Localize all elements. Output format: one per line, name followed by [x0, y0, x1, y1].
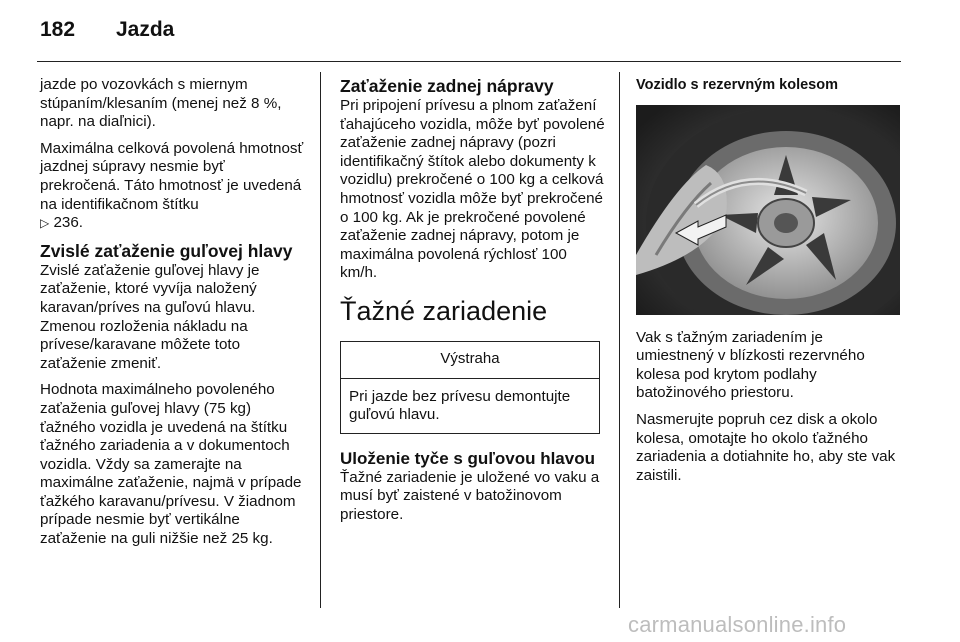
heading-storage: Uloženie tyče s guľovou hlavou: [340, 448, 595, 468]
paragraph-max-weight: [40, 140, 308, 233]
paragraph-strap-instructions: Nasmerujte popruh cez disk a okolo kolesa, omotajte ho okolo ťažného zariadenia a dotiahnite ho, aby ste vak zaistili.: [636, 410, 896, 484]
paragraph-bag-location: Vak s ťažným zariadením je umiestnený v blízkosti rezervného kolesa pod krytom podlahy batožinového priestoru.: [636, 328, 865, 402]
paragraph-incline: jazde po vozovkách s miernym stúpaním/klesaním (menej než 8 %, napr. na diaľnici).: [40, 76, 282, 131]
column-divider-1: [320, 72, 321, 608]
paragraph-vertical-load: Zvislé zaťaženie guľovej hlavy je zaťaženie, ktoré vyvíja naložený karavan/príves na guľovú hlavu. Zmenou rozloženia nákladu na prívese/karavane môžete toto zaťaženie zmeniť.: [40, 261, 260, 372]
column-1: [40, 76, 308, 557]
column-2: [340, 76, 608, 533]
paragraph-max-weight-text: Maximálna celková povolená hmotnosť jazdnej súpravy nesmie byť prekročená. Táto hmotnosť je uvedená na identifikačnom štítku: [40, 139, 304, 213]
warning-box: [340, 341, 600, 434]
paragraph-storage: Ťažné zariadenie je uložené vo vaku a musí byť zaistené v batožinovom priestore.: [340, 468, 600, 523]
warning-text: Pri jazde bez prívesu demontujte guľovú hlavu.: [349, 387, 571, 424]
page-number: 182: [40, 18, 76, 41]
paragraph-max-ball-load: Hodnota maximálneho povoleného zaťaženia guľovej hlavy (75 kg) ťažného vozidla je uvedená na štítku ťažného zariadenia a v dokumentoch vozidla. Vždy sa zamerajte na maximálne zaťaženie, najmä v prípade ťažkého karavanu/prívesu. V žiadnom prípade nesmie byť vertikálne zaťaženie na guli nižšie než 25 kg.: [40, 381, 302, 548]
page-reference-link[interactable]: 236.: [53, 214, 84, 232]
section-title: Jazda: [116, 18, 175, 41]
heading-vertical-load: Zvislé zaťaženie guľovej hlavy: [40, 240, 293, 261]
column-divider-2: [619, 72, 620, 608]
header-rule: [37, 61, 901, 62]
heading-rear-axle: Zaťaženie zadnej nápravy: [340, 76, 554, 96]
warning-title: Výstraha: [341, 342, 599, 379]
spare-wheel-photo: [636, 105, 900, 315]
page-reference-icon[interactable]: ▷: [40, 216, 50, 231]
column-3: [636, 76, 904, 493]
page-header: [0, 0, 960, 62]
paragraph-rear-axle: Pri pripojení prívesu a plnom zaťažení ťahajúceho vozidla, môže byť povolené zaťaženie zadnej nápravy (pozri identifikačný štítok alebo dokumenty k vozidlu) prekročené o 100 kg a celková hmotnosť vozidla môže byť prekročené o 100 kg. Ak je prekročené povolené zaťaženie zadnej nápravy, potom je maximálna povolená rýchlosť 100 km/h.: [340, 97, 605, 282]
watermark: carmanualsonline.info: [628, 612, 847, 637]
heading-towing-device: Ťažné zariadenie: [340, 295, 548, 326]
figure-caption: Vozidlo s rezervným kolesom: [636, 77, 838, 93]
